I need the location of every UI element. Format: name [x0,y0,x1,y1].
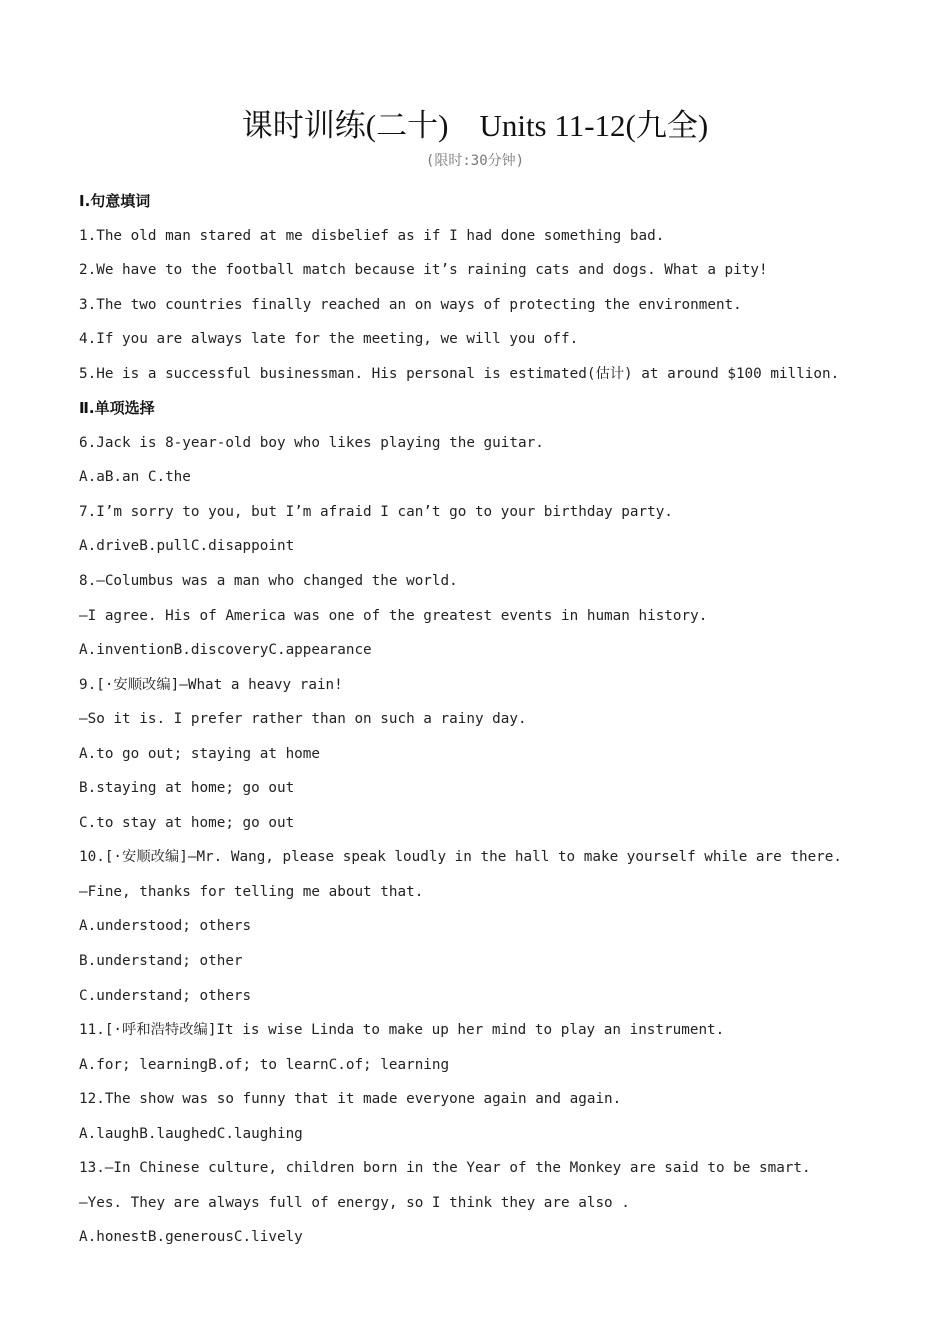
question-3: 3.The two countries finally reached an on ways of protecting the environment. [79,296,742,313]
question-9-option-c: C.to stay at home; go out [79,814,295,831]
question-8: 8.—Columbus was a man who changed the world. [79,573,458,590]
question-7-options: A.driveB.pullC.disappoint [79,538,295,555]
question-5: 5.He is a successful businessman. His personal is estimated(估计) at around $100 million. [79,365,840,382]
question-11: 11.[·呼和浩特改编]It is wise Linda to make up her mind to play an instrument. [79,1022,725,1039]
question-1: 1.The old man stared at me disbelief as if I had done something bad. [79,227,665,244]
question-12-options: A.laughB.laughedC.laughing [79,1125,303,1142]
question-9-option-b: B.staying at home; go out [79,780,295,797]
question-8-options: A.inventionB.discoveryC.appearance [79,642,372,659]
question-10: 10.[·安顺改编]—Mr. Wang, please speak loudly in the hall to make yourself while are there. [79,849,842,866]
question-6-options: A.aB.an C.the [79,469,191,486]
question-13: 13.—In Chinese culture, children born in the Year of the Monkey are said to be smart. [79,1160,811,1177]
question-9: 9.[·安顺改编]—What a heavy rain! [79,676,343,693]
question-10-option-b: B.understand; other [79,953,243,970]
question-7: 7.I’m sorry to you, but I’m afraid I can’t go to your birthday party. [79,503,673,520]
question-10-option-c: C.understand; others [79,987,252,1004]
time-limit-note: (限时:30分钟) [425,153,525,169]
question-4: 4.If you are always late for the meeting, we will you off. [79,331,579,348]
question-6: 6.Jack is 8-year-old boy who likes playing the guitar. [79,434,544,451]
question-10-option-a: A.understood; others [79,918,252,935]
question-12: 12.The show was so funny that it made everyone again and again. [79,1091,622,1108]
page-title: 课时训练(二十) Units 11-12(九全) [241,108,709,143]
question-9-option-a: A.to go out; staying at home [79,745,321,762]
question-13-options: A.honestB.generousC.lively [79,1229,303,1246]
question-9-reply: —So it is. I prefer rather than on such a rainy day. [79,711,527,728]
section-heading-fill-in: Ⅰ.句意填词 [79,192,151,210]
section-heading-multiple-choice: Ⅱ.单项选择 [79,399,155,418]
question-2: 2.We have to the football match because it’s raining cats and dogs. What a pity! [79,262,768,279]
question-13-reply: —Yes. They are always full of energy, so I think they are also . [79,1194,630,1211]
question-11-options: A.for; learningB.of; to learnC.of; learning [79,1056,450,1073]
exercise-body [79,184,939,1255]
question-10-reply: —Fine, thanks for telling me about that. [79,883,424,900]
question-8-reply: —I agree. His of America was one of the greatest events in human history. [79,607,708,624]
